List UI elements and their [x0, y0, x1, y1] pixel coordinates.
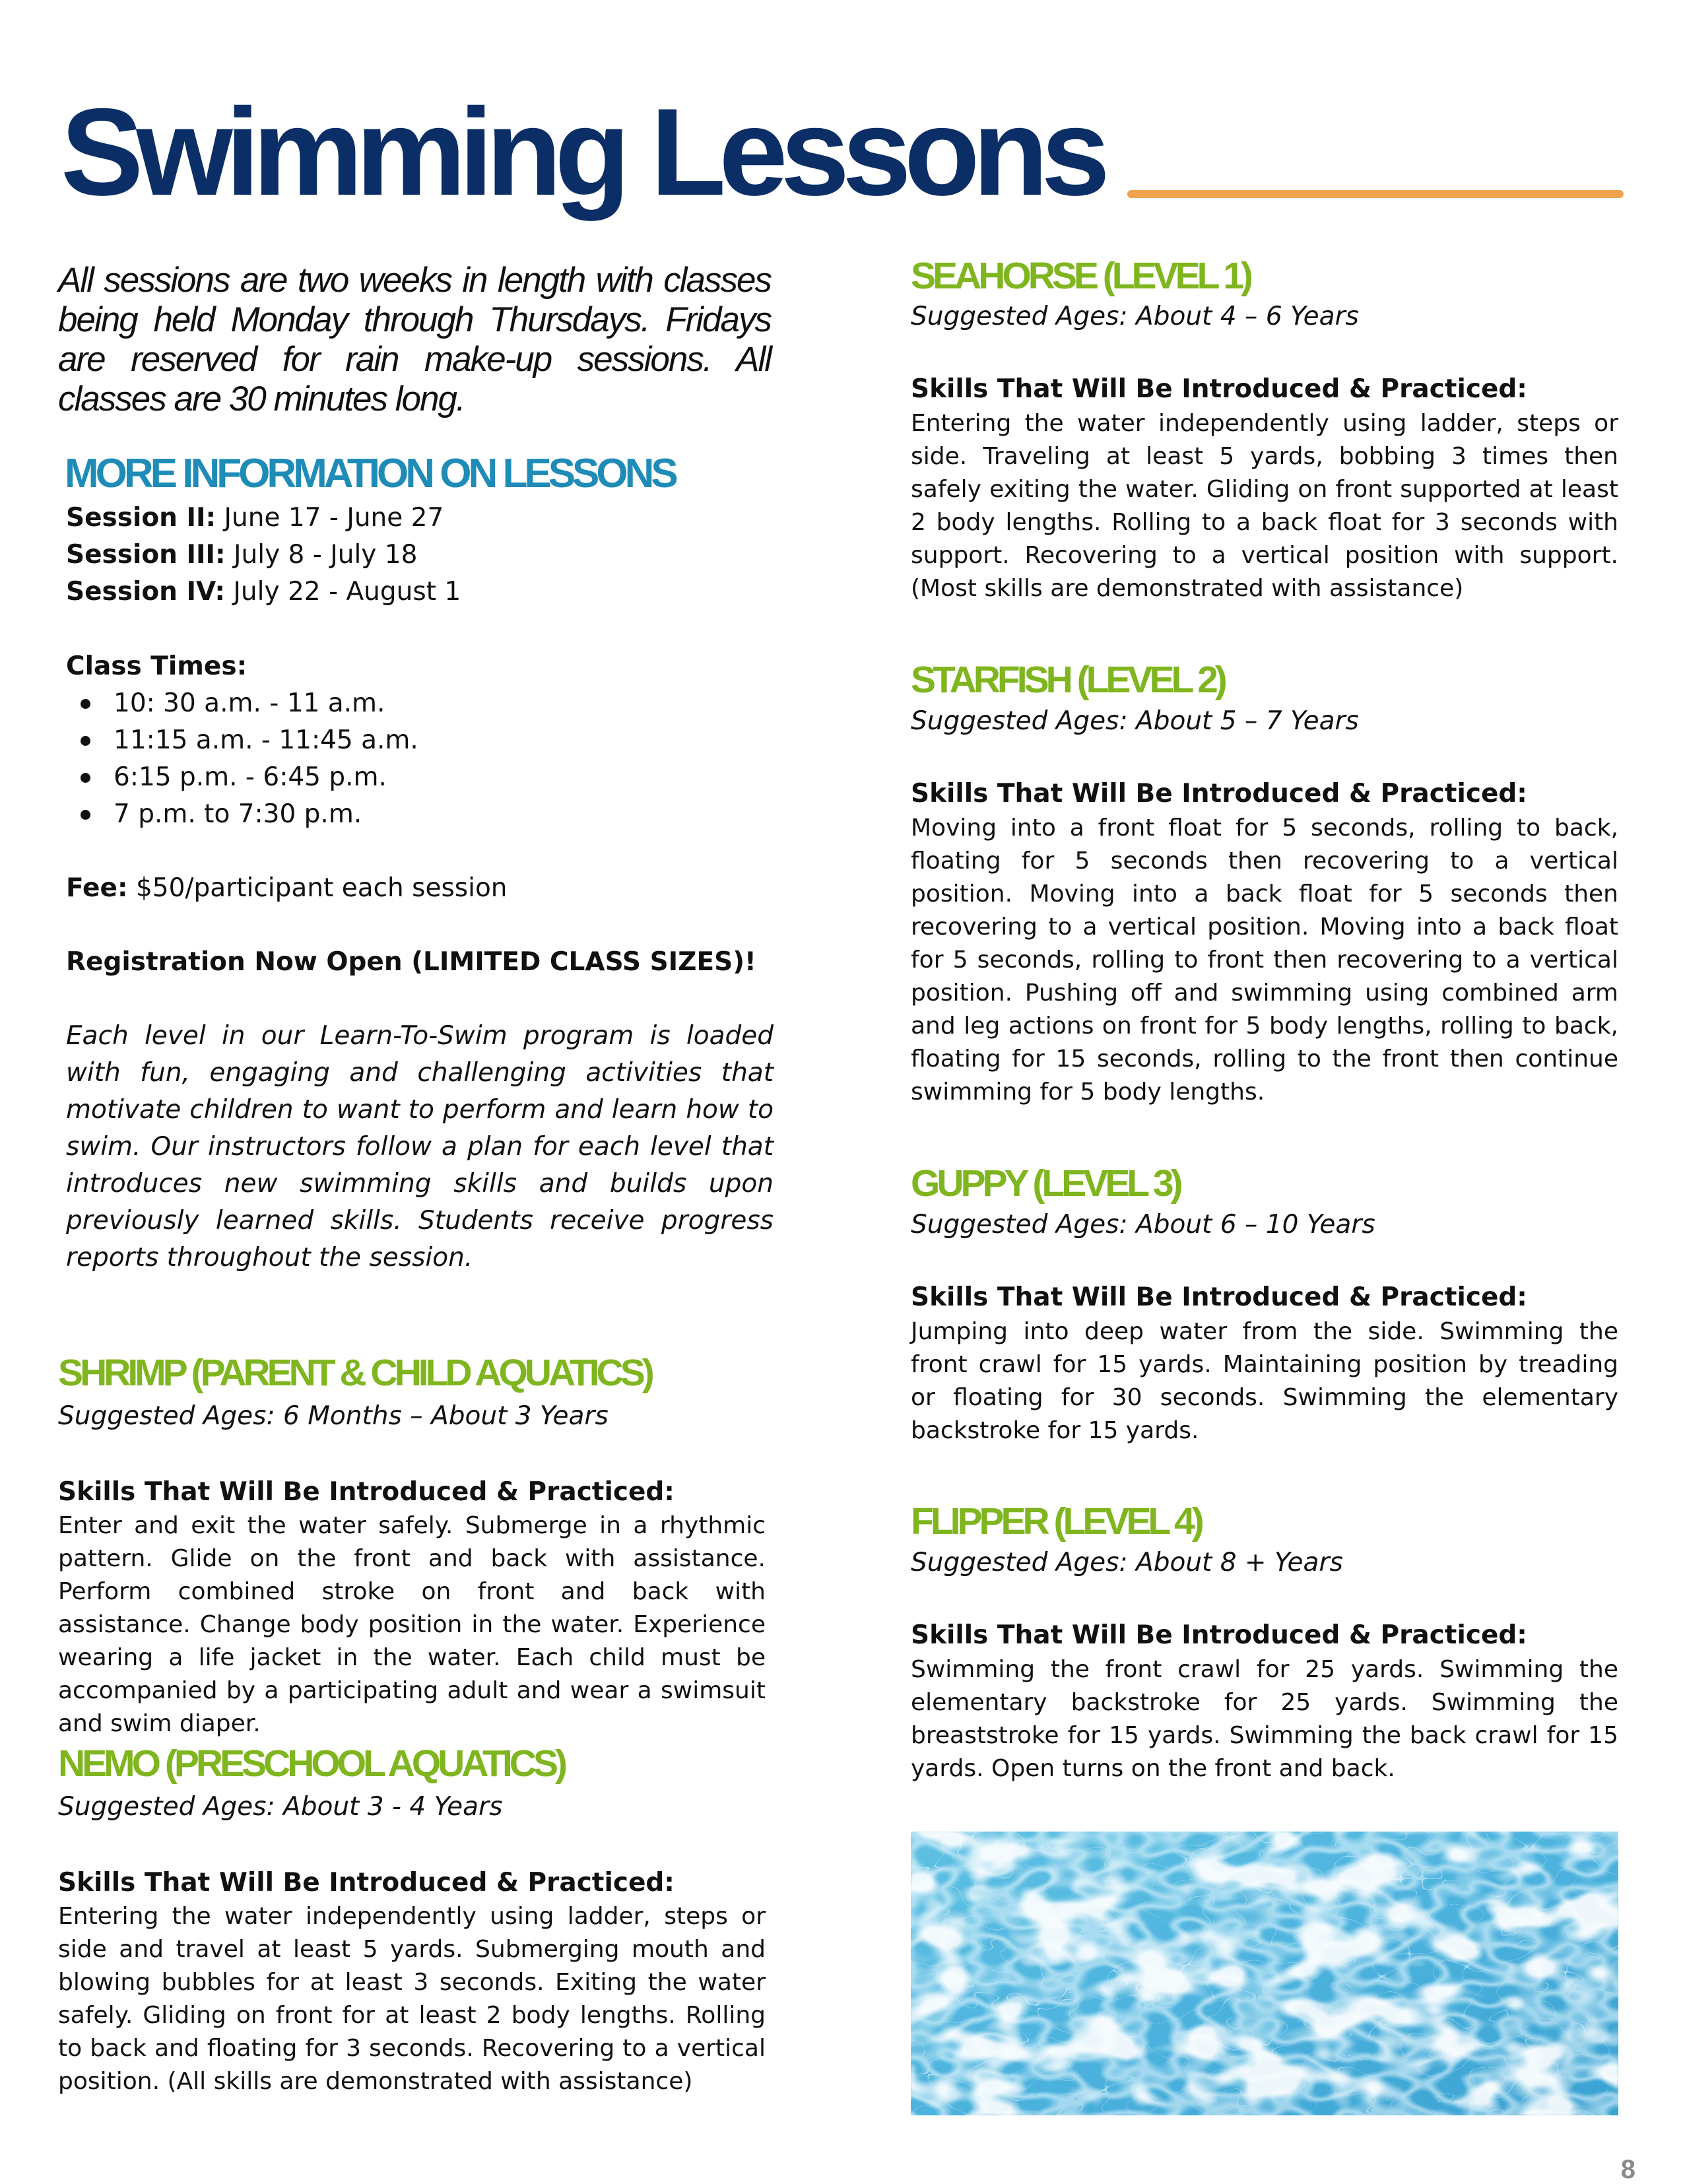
flipper-skills-text: Swimming the front crawl for 25 yards. Swimming the elementary backstroke for 25 yards. Swimming the breaststroke for 15 yards. Swimming the back crawl for 15 yards. Open turns on the front and back. — [911, 1656, 1618, 1782]
class-time-text: 7 p.m. to 7:30 p.m. — [114, 799, 362, 829]
shrimp-suggested-ages: Suggested Ages: 6 Months – About 3 Years — [58, 1401, 609, 1431]
session-dates: July 22 - August 1 — [233, 577, 461, 607]
bullet-icon — [81, 699, 90, 709]
registration-notice: Registration Now Open (LIMITED CLASS SIZES)! — [66, 947, 756, 977]
session-label: Session IV: — [66, 577, 226, 607]
bullet-icon — [81, 810, 90, 820]
starfish-level-heading: STARFISH (LEVEL 2) — [911, 659, 1224, 701]
class-time-text: 10: 30 a.m. - 11 a.m. — [114, 688, 385, 718]
class-time-item — [66, 759, 726, 796]
pool-water-image — [911, 1832, 1618, 2115]
fee-line — [66, 870, 508, 907]
session-dates: July 8 - July 18 — [234, 540, 418, 570]
bullet-icon — [81, 736, 90, 746]
shrimp-skills-text: Enter and exit the water safely. Submerge in a rhythmic pattern. Glide on the front and back with assistance. Perform combined stroke on front and back with assistance. Change body position in the water. Experience wearing a life jacket in the water. Each child must be accompanied by a participating adult and wear a swimsuit and swim diaper. — [58, 1512, 766, 1737]
seahorse-skills-text: Entering the water independently using ladder, steps or side. Traveling at least 5 yards, bobbing 3 times then safely exiting the water. Gliding on front supported at least 2 body lengths. Rolling to a back float for 3 seconds with support. Recovering to a vertical position with support. (Most skills are demonstrated with assistance) — [911, 410, 1618, 602]
title-accent-rule — [1127, 190, 1624, 198]
bullet-icon — [81, 773, 90, 783]
more-info-heading: MORE INFORMATION ON LESSONS — [65, 451, 675, 496]
nemo-level-heading: NEMO (PRESCHOOL AQUATICS) — [58, 1742, 564, 1785]
intro-paragraph: All sessions are two weeks in length with classes being held Monday through Thursdays. Fridays are reserved for rain make-up sessions. All classes are 30 minutes long. — [58, 261, 771, 418]
flipper-suggested-ages: Suggested Ages: About 8 + Years — [911, 1548, 1343, 1577]
class-time-text: 6:15 p.m. - 6:45 p.m. — [114, 762, 387, 792]
page-title: Swimming Lessons — [61, 83, 1104, 221]
session-label: Session III: — [66, 540, 226, 570]
session-item — [66, 537, 779, 574]
class-time-item — [66, 796, 726, 833]
flipper-skills-heading: Skills That Will Be Introduced & Practiced: — [911, 1620, 1527, 1650]
fee-value: $50/participant each session — [135, 873, 508, 903]
shrimp-level-heading: SHRIMP (PARENT & CHILD AQUATICS) — [58, 1352, 651, 1394]
seahorse-level-heading: SEAHORSE (LEVEL 1) — [911, 255, 1250, 297]
starfish-suggested-ages: Suggested Ages: About 5 – 7 Years — [911, 706, 1359, 736]
session-list — [66, 500, 779, 611]
guppy-skills-heading: Skills That Will Be Introduced & Practiced: — [911, 1282, 1527, 1312]
starfish-skills-text: Moving into a front float for 5 seconds, rolling to back, floating for 5 seconds then recovering to a vertical position. Moving into a back float for 5 seconds then recovering to a vertical position. Moving into a back float for 5 seconds, rolling to front then recovering to a vertical position. Pushing off and swimming using combined arm and leg actions on front for 5 body lengths, rolling to back, floating for 15 seconds, rolling to the front then continue swimming for 5 body lengths. — [911, 814, 1618, 1106]
class-time-item — [66, 722, 726, 759]
guppy-skills-text: Jumping into deep water from the side. Swimming the front crawl for 15 yards. Maintaining position by treading or floating for 30 seconds. Swimming the elementary backstroke for 15 yards. — [911, 1318, 1618, 1444]
session-dates: June 17 - June 27 — [224, 503, 444, 533]
shrimp-skills-heading: Skills That Will Be Introduced & Practiced: — [58, 1477, 675, 1507]
nemo-skills-text: Entering the water independently using ladder, steps or side and travel at least 5 yards. Submerging mouth and blowing bubbles for at least 3 seconds. Exiting the water safely. Gliding on front for at least 2 body lengths. Rolling to back and floating for 3 seconds. Recovering to a vertical position. (All skills are demonstrated with assistance) — [58, 1903, 766, 2095]
guppy-level-heading: GUPPY (LEVEL 3) — [911, 1162, 1180, 1205]
seahorse-suggested-ages: Suggested Ages: About 4 – 6 Years — [911, 302, 1359, 331]
nemo-suggested-ages: Suggested Ages: About 3 - 4 Years — [58, 1792, 503, 1822]
guppy-suggested-ages: Suggested Ages: About 6 – 10 Years — [911, 1210, 1375, 1240]
seahorse-skills-heading: Skills That Will Be Introduced & Practiced: — [911, 374, 1527, 404]
class-time-item — [66, 685, 726, 722]
class-time-text: 11:15 a.m. - 11:45 a.m. — [114, 725, 418, 755]
class-times-label: Class Times: — [66, 651, 248, 681]
starfish-skills-heading: Skills That Will Be Introduced & Practiced: — [911, 779, 1527, 809]
nemo-skills-heading: Skills That Will Be Introduced & Practiced: — [58, 1868, 675, 1898]
program-description: Each level in our Learn-To-Swim program is loaded with fun, engaging and challenging activities that motivate children to want to perform and learn how to swim. Our instructors follow a plan for each level that introduces new swimming skills and builds upon previously learned skills. Students receive progress reports throughout the session. — [66, 1021, 774, 1273]
page-number: 8 — [1620, 2155, 1635, 2184]
session-item — [66, 574, 779, 611]
class-times-list — [66, 685, 726, 833]
fee-label: Fee: — [66, 873, 128, 903]
flipper-level-heading: FLIPPER (LEVEL 4) — [911, 1500, 1201, 1542]
session-label: Session II: — [66, 503, 216, 533]
session-item — [66, 500, 779, 537]
